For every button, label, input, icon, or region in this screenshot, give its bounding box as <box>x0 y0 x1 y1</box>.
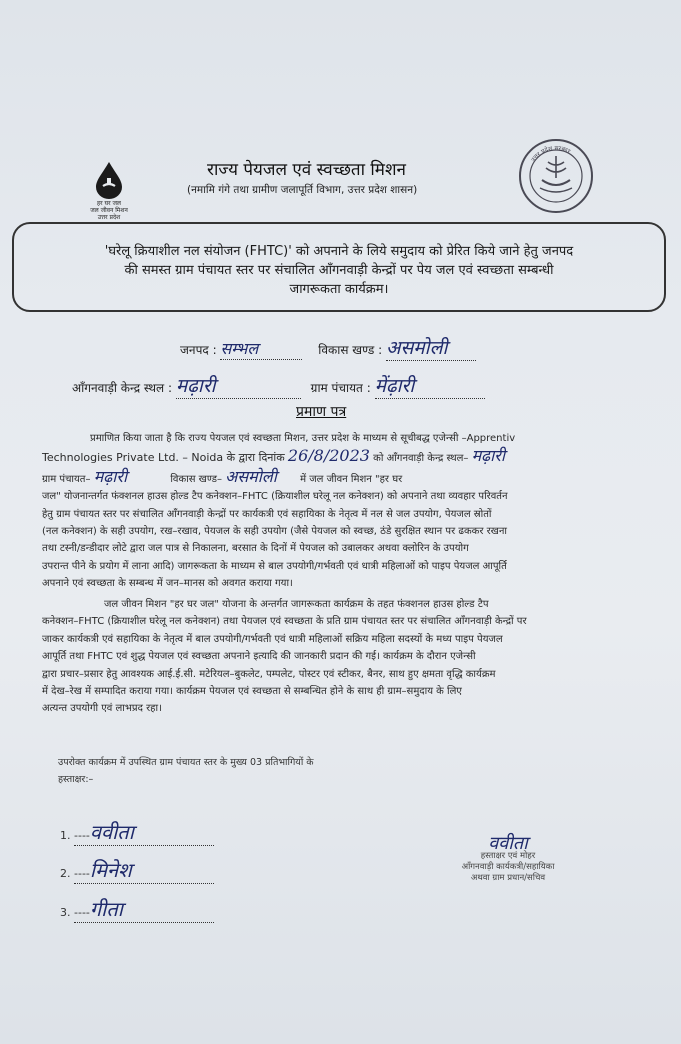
gram-panchayat-label: ग्राम पंचायत : <box>310 381 371 395</box>
p2-line-f: में देख–रेख में सम्पादित कराया गया। कार्यक्रम पेयजल एवं स्वच्छता से सम्बन्धित होने के साथ ही ग्राम–समुदाय के लिए <box>42 686 462 698</box>
officer-line-3: अथवा ग्राम प्रधान/सचिव <box>470 873 546 883</box>
officer-signature-block <box>428 833 588 884</box>
program-block: असमोली <box>225 466 277 486</box>
anganwadi-label: आँगनवाड़ी केन्द्र स्थल : <box>72 381 173 395</box>
participant-3-name: गीता <box>89 897 123 921</box>
p1-line-e: हेतु ग्राम पंचायत स्तर पर संचालित आँगनवाड़ी केन्द्रों पर कार्यकत्री एवं सहायिका के नेतृत्व में नल से जल उपयोग, पेयजल स्रोतों <box>42 508 492 520</box>
p1-line-c: ग्राम पंचायत– मढ़ारी विकास खण्ड– असमोली में जल जीवन मिशन "हर घर <box>42 466 403 486</box>
banner-line-1: 'घरेलू क्रियाशील नल संयोजन (FHTC)' को अपनाने के लिये समुदाय को प्रेरित किये जाने हेतु जनपद <box>104 244 574 259</box>
p1-line-f: (नल कनेक्शन) के सही उपयोग, रख–रखाव, पेयजल के सही उपयोग (जैसे पेयजल को स्वच्छ, ठंडे सुरक्षित स्थान पर ढककर रखना <box>42 526 508 538</box>
janpad-field <box>180 334 476 361</box>
janpad-value: सम्भल <box>220 339 259 358</box>
up-government-seal <box>518 138 594 214</box>
vikas-khand-value: असमोली <box>385 337 448 359</box>
seal-text: उत्तर प्रदेश सरकार <box>529 144 572 164</box>
jal-jeevan-mission-logo <box>78 160 140 221</box>
p1-line-a: प्रमाणित किया जाता है कि राज्य पेयजल एवं स्वच्छता मिशन, उत्तर प्रदेश के माध्यम से सूचीबद्ध एजेन्सी –Apprentiv <box>90 433 516 444</box>
water-drop-icon <box>92 160 126 200</box>
participant-signature-1: 1. ----ववीता <box>60 818 214 846</box>
banner-line-2: की समस्त ग्राम पंचायत स्तर पर संचालित आँगनवाड़ी केन्द्रों पर पेय जल एवं स्वच्छता सम्बन्धी <box>124 263 554 278</box>
program-banner <box>12 222 666 312</box>
program-gram-panchayat: मढ़ारी <box>93 466 128 486</box>
p2-line-d: आपूर्ति तथा FHTC एवं शुद्ध पेयजल एवं स्वच्छता अपनाने इत्यादि की जानकारी प्रदान की गई। कार्यक्रम के दौरान एजेन्सी <box>42 651 476 663</box>
anganwadi-value: मढ़ारी <box>175 375 216 397</box>
participant-signature-3: 3. ----गीता <box>60 895 214 923</box>
logo-caption-3: उत्तर प्रदेश <box>97 214 121 221</box>
participant-signature-2: 2. ----मिनेश <box>60 856 214 884</box>
p1-line-g: तथा टस्नी/डन्डीदार लोटे द्वारा जल पात्र से निकालना, बरसात के दिनों में पेयजल को उबालकर अथवा क्लोरिन के उपयोग <box>42 543 469 555</box>
certificate-paragraph-1 <box>42 430 646 593</box>
program-date: 26/8/2023 <box>287 446 370 466</box>
mission-subtitle: (नमामि गंगे तथा ग्रामीण जलापूर्ति विभाग, उत्तर प्रदेश शासन) <box>187 184 418 196</box>
signatures-intro <box>58 754 314 788</box>
logo-caption-2: जल जीवन मिशन <box>90 207 128 214</box>
p1-line-d: जल" योजनान्तर्गत फंक्शनल हाउस होल्ड टैप कनेक्शन–FHTC (क्रियाशील घरेलू नल कनेक्शन) को अपनाने तथा व्यवहार परिवर्तन <box>42 491 508 503</box>
svg-text:उत्तर प्रदेश सरकार <box>530 145 572 163</box>
participant-1-name: ववीता <box>89 820 134 844</box>
p2-line-e: द्वारा प्रचार–प्रसार हेतु आवश्यक आई.ई.सी. मटेरियल–बुकलेट, पम्पलेट, पोस्टर एवं स्टीकर, बैनर, साथ हुए क्षमता वृद्धि कार्यक्रम <box>42 668 496 680</box>
mission-title: राज्य पेयजल एवं स्वच्छता मिशन <box>207 160 406 180</box>
participant-2-name: मिनेश <box>89 858 132 882</box>
logo-caption-1: हर घर जल <box>97 200 121 207</box>
certificate-heading: प्रमाण पत्र <box>296 404 347 420</box>
signatures-intro-line-1: उपरोक्त कार्यक्रम में उपस्थित ग्राम पंचायत स्तर के मुख्य 03 प्रतिभागियों के <box>58 757 314 768</box>
officer-signature: ववीता <box>488 833 528 854</box>
p2-line-g: अत्यन्त उपयोगी एवं लाभप्रद रहा। <box>42 703 162 715</box>
janpad-label: जनपद : <box>180 343 217 357</box>
officer-line-2: आँगनवाड़ी कार्यकत्री/सहायिका <box>461 862 555 872</box>
p2-line-c: जाकर कार्यकत्री एवं सहायिका के नेतृत्व में बाल उपयोगी/गर्भवती एवं धात्री महिलाओं सक्रिय महिला सदस्यों के मध्य पाइप पेयजल <box>42 633 503 645</box>
signatures-intro-line-2: हस्ताक्षर:– <box>58 774 94 785</box>
vikas-khand-label: विकास खण्ड : <box>318 343 383 357</box>
officer-line-1: हस्ताक्षर एवं मोहर <box>480 851 536 861</box>
p1-line-i: अपनाने एवं स्वच्छता के सम्बन्ध में जन–मानस को अवगत कराया गया। <box>42 578 293 590</box>
program-place: मढ़ारी <box>471 446 505 466</box>
anganwadi-field <box>72 372 485 399</box>
gram-panchayat-value: मेंढ़ारी <box>374 375 415 397</box>
banner-line-3: जागरूकता कार्यक्रम। <box>289 282 389 297</box>
p2-line-b: कनेक्शन–FHTC (क्रियाशील घरेलू नल कनेक्शन) तथा पेयजल एवं स्वच्छता के प्रति ग्राम पंचायत स्तर पर संचालित आँगनवाड़ी केन्द्रों पर <box>42 616 527 628</box>
certificate-paragraph-2 <box>42 596 646 718</box>
p1-line-b: Technologies Private Ltd. – Noida के द्वारा दिनांक 26/8/2023 को आँगनवाड़ी केन्द्र स्थल– मढ़ारी <box>42 446 505 466</box>
p2-line-a: जल जीवन मिशन "हर घर जल" योजना के अन्तर्गत जागरूकता कार्यक्रम के तहत फंक्शनल हाउस होल्ड टैप <box>104 599 489 610</box>
p1-line-h: उपरान्त पीने के प्रयोग में लाना आदि) जागरूकता के माध्यम से बाल उपयोगी/गर्भवती एवं धात्री महिलाओं को पाइप पेयजल आपूर्ति <box>42 560 507 572</box>
